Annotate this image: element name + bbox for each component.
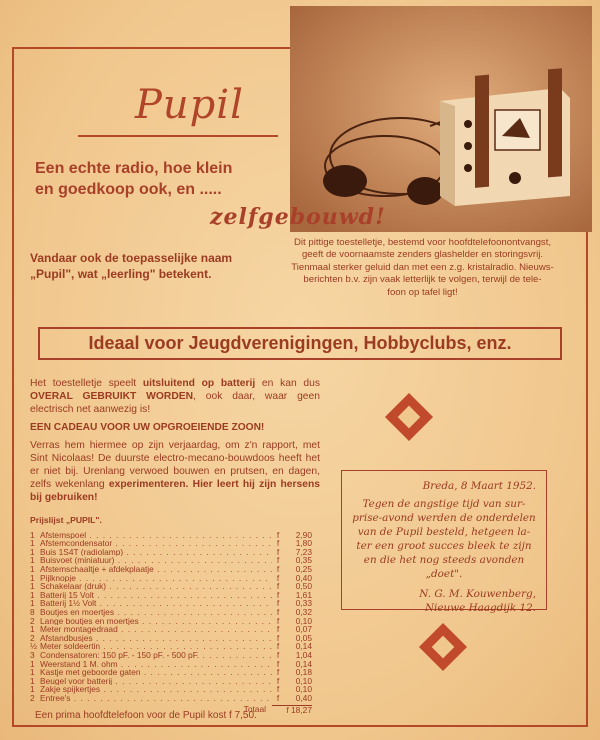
price-qty: 1 [30,667,35,678]
cadeau-heading: EEN CADEAU VOOR UW OPGROEIENDE ZOON! [30,422,265,433]
price-qty: 2 [30,692,35,703]
price-item-name: Batterij 1½ Volt . . . [40,599,272,608]
product-description [260,237,585,299]
price-rows [30,531,312,703]
price-row [30,556,312,565]
price-currency: f [276,555,280,566]
price-row [30,668,312,677]
total-value: f 18,27 [272,705,312,715]
price-currency: f [276,624,280,635]
price-item-name: Afstemcondensator . . . [40,539,272,548]
signature-name: N. G. M. Kouwenberg, [419,588,536,600]
price-item-name: Weerstand 1 M. ohm . . . [40,660,272,669]
price-row [30,599,312,608]
price-row [30,565,312,574]
price-item-name: Pijlknopje . . . [40,574,272,583]
signature-address: Nieuwe Haagdijk 12. [424,602,536,614]
price-row [30,651,312,660]
price-currency: f [276,684,280,695]
price-currency: f [276,529,280,540]
price-row [30,574,312,583]
price-amount: 7,23 [295,546,312,557]
price-amount: 0,33 [295,598,312,609]
headphone-price-note: Een prima hoofdtelefoon voor de Pupil kost f 7,50. [35,710,257,721]
price-currency: f [276,675,280,686]
price-amount: 1,80 [295,538,312,549]
vandaar-line-2: „Pupil", wat „leerling" betekent. [30,267,212,281]
price-qty: 1 [30,555,35,566]
price-amount: 0,07 [295,624,312,635]
price-amount: 0,10 [295,615,312,626]
price-qty: 1 [30,546,35,557]
intro-line-1: Een echte radio, hoe klein [35,160,233,177]
price-row [30,617,312,626]
price-qty: 2 [30,632,35,643]
ideal-banner: Ideaal voor Jeugdverenigingen, Hobbyclubs, enz. [38,327,562,360]
desc-line-4: berichten b.v. zijn vaak letterlijk te volgen, terwijl de tele- [303,274,542,286]
price-amount: 0,40 [295,572,312,583]
letter-line-6: „doet". [425,568,463,580]
price-row [30,685,312,694]
price-currency: f [276,641,280,652]
title-underline [78,135,278,137]
verras-paragraph [30,439,320,504]
price-amount: 0,40 [295,692,312,703]
price-qty: 1 [30,581,35,592]
desc-line-1: Dit pittige toestelletje, bestemd voor hoofdtelefoonontvangst, [293,237,552,248]
price-currency: f [276,632,280,643]
price-item-name: Zakje spijkertjes . . . [40,685,272,694]
price-currency: f [276,563,280,574]
price-amount: 0,10 [295,675,312,686]
price-row [30,625,312,634]
price-amount: 0,18 [295,667,312,678]
intro-text [35,158,232,200]
price-amount: 0,14 [295,641,312,652]
price-item-name: Condensatoren: 150 pF. - 150 pF. - 500 pF. . . . [40,651,272,660]
price-item-name: Buisvoet (miniatuur) . . . [40,556,272,565]
body-text [30,377,320,509]
desc-line-3: Tienmaal sterker geluid dan met een z.g. kristalradio. Nieuws- [291,261,554,273]
price-qty: 1 [30,563,35,574]
price-qty: 1 [30,684,35,695]
price-currency: f [276,692,280,703]
product-title: Pupil [135,82,244,128]
letter-line-2: prise-avond werden de onderdelen [352,512,536,524]
price-item-name: Lange boutjes en moertjes . . . [40,617,272,626]
price-amount: 1,04 [295,649,312,660]
price-amount: 0,35 [295,555,312,566]
price-row [30,582,312,591]
price-qty: 1 [30,589,35,600]
price-currency: f [276,589,280,600]
zelfgebouwd-slogan: zelfgebouwd! [210,204,386,230]
testimonial-letter [341,470,547,614]
price-list [30,516,312,715]
price-qty: 1 [30,572,35,583]
price-qty: 1 [30,529,35,540]
price-currency: f [276,615,280,626]
price-row [30,634,312,643]
battery-paragraph [30,377,320,416]
price-amount: 2,90 [295,529,312,540]
price-amount: 1,61 [295,589,312,600]
price-amount: 0,50 [295,581,312,592]
letter-line-5: en die het nog steeds avonden [363,554,525,566]
price-qty: 1 [30,598,35,609]
price-currency: f [276,598,280,609]
price-row [30,548,312,557]
price-item-name: Boutjes en moertjes . . . [40,608,272,617]
desc-line-5: foon op tafel ligt! [387,286,458,298]
price-qty: 8 [30,606,35,617]
p1-text-c: en kan dus [255,378,320,389]
desc-line-2: geeft de voornaamste zenders glashelder en storingsvrij. [301,249,544,261]
letter-line-4: ter een groot succes bleek te zijn [356,540,532,552]
price-list-heading: Prijslijst „PUPIL". [30,515,102,525]
price-row [30,539,312,548]
price-amount: 0,14 [295,658,312,669]
price-item-name: Kastje met geboorde gaten . . . [40,668,272,677]
price-row [30,608,312,617]
letter-date: Breda, 8 Maart 1952. [422,480,536,492]
price-row [30,531,312,540]
price-currency: f [276,649,280,660]
price-qty: 1 [30,538,35,549]
price-item-name: Afstandbusjes . . . [40,634,272,643]
price-item-name: Meter soldeertin . . . [40,642,272,651]
price-row [30,660,312,669]
price-item-name: Batterij 15 Volt . . . [40,591,272,600]
p1-text-a: Het toestelletje speelt [30,378,143,389]
price-amount: 0,25 [295,563,312,574]
p1-text-e: , ook daar, waar geen electrisch net aanwezig is! [30,391,320,415]
p3-text-a: Verras hem hiermee op zijn verjaardag, om z'n rapport, met Sint Nicolaas! De duurste electro-mecano-bouwdoos heeft het er niet bij. Urenlang verwoed bouwen en prutsen, en dagen, zelfs wekenlang [30,440,320,490]
price-item-name: Buis 1S4T (radiolamp) . . . [40,548,272,557]
price-qty: 2 [30,615,35,626]
price-currency: f [276,667,280,678]
price-qty: 3 [30,649,35,660]
total-label: Totaal [243,704,266,715]
price-row [30,677,312,686]
p1-text-b: uitsluitend op batterij [142,378,256,389]
price-currency: f [276,581,280,592]
price-amount: 0,10 [295,684,312,695]
p3-text-b: experimenteren. Hier leert hij zijn hersens bij gebruiken! [30,479,320,503]
price-currency: f [276,572,280,583]
price-currency: f [276,538,280,549]
price-row [30,642,312,651]
radio-illustration [290,6,592,232]
price-amount: 0,05 [295,632,312,643]
radio-photo [290,6,592,232]
price-item-name: Beugel voor batterij . . . [40,677,272,686]
price-currency: f [276,658,280,669]
price-item-name: Afstemspoel . . . [40,531,272,540]
price-item-name: Schakelaar (druk) . . . [40,582,272,591]
price-row [30,694,312,703]
price-row [30,591,312,600]
price-qty: 1 [30,624,35,635]
price-item-name: Afstemschaaltje + afdekplaatje . . . [40,565,272,574]
letter-signature [352,587,536,615]
vandaar-line-1: Vandaar ook de toepasselijke naam [30,251,233,265]
intro-line-2: en goedkoop ook, en ..... [35,181,222,198]
p1-text-d: OVERAL GEBRUIKT WORDEN [30,391,194,402]
price-currency: f [276,606,280,617]
letter-line-3: van de Pupil besteld, hetgeen la- [357,526,531,538]
price-amount: 0,32 [295,606,312,617]
letter-line-1: Tegen de angstige tijd van sur- [362,498,526,510]
price-currency: f [276,546,280,557]
price-qty: 1 [30,675,35,686]
price-qty: 1 [30,658,35,669]
price-item-name: Meter montagedraad . . . [40,625,272,634]
name-explanation [30,250,232,282]
price-qty: ½ [30,641,37,652]
price-item-name: Entree's . . . [40,694,272,703]
